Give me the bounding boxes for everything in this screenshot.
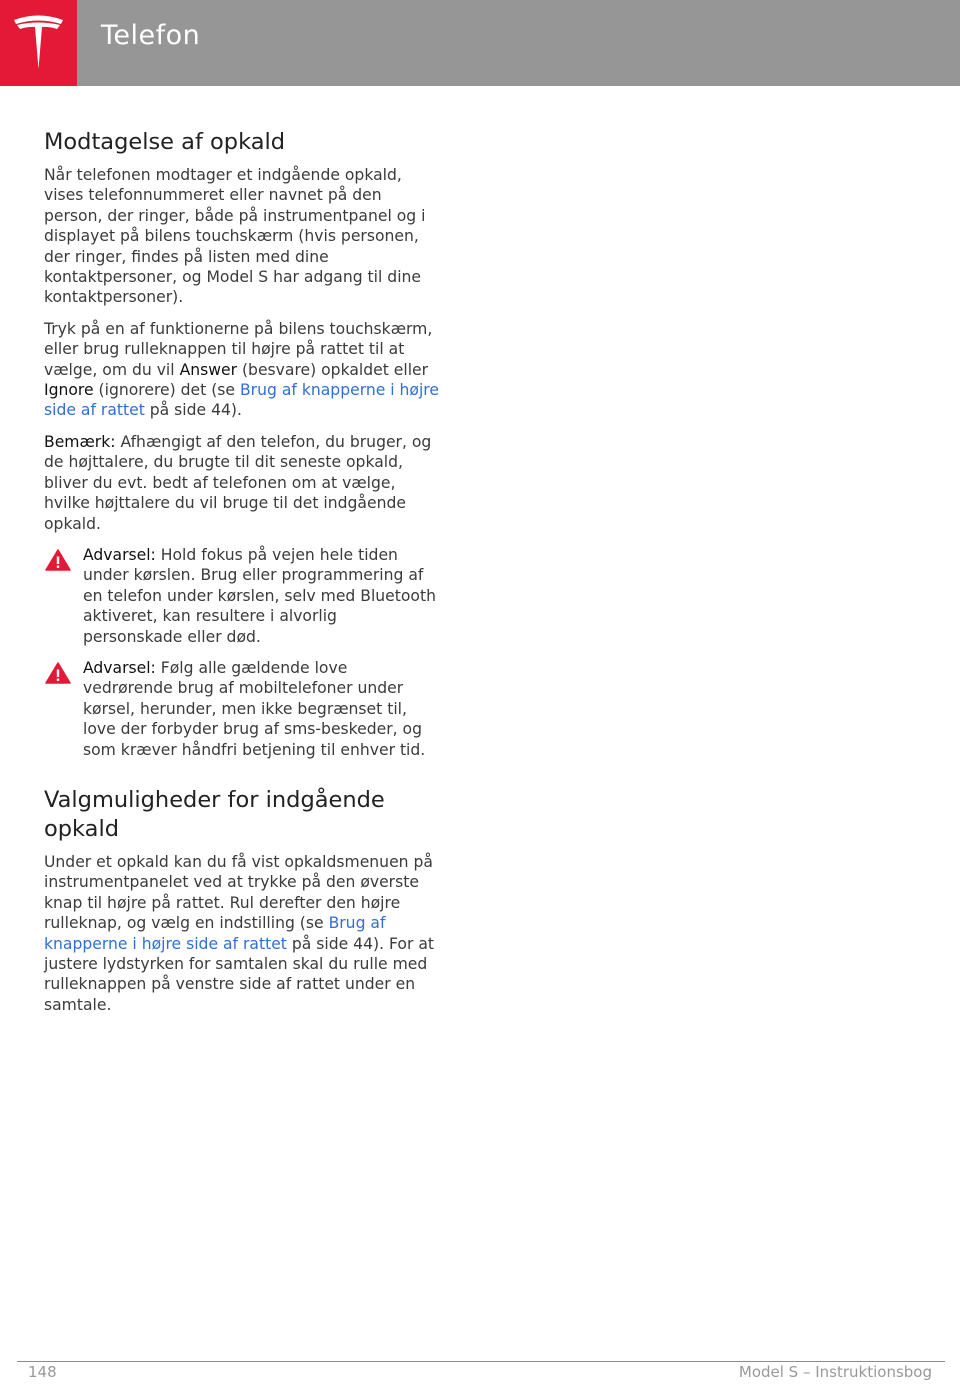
call-menu-paragraph: Under et opkald kan du få vist opkaldsmenuen på instrumentpanelet ved at trykke på den øverste knap til højre på rattet. Rul derefter den højre rulleknap, og vælg en indstilling (se Brug af knapperne i højre side af rattet på side 44). For at justere lydstyrken for samtalen skal du rulle med rulleknappen på venstre side af rattet under en samtale. xyxy=(44,852,435,1014)
warning-icon xyxy=(45,662,71,684)
warning-label: Advarsel: xyxy=(83,658,156,677)
warning-text: Advarsel: Følg alle gældende love vedrørende brug af mobiltelefoner under kørsel, herunder, men ikke begrænset til, love der forbyder brug af sms-beskeder, og som kræver håndfri betjening til enhver tid. xyxy=(83,658,426,759)
ignore-term: Ignore xyxy=(44,381,94,400)
main-column xyxy=(44,128,439,1026)
intro-paragraph: Når telefonen modtager et indgående opkald, vises telefonnummeret eller navnet på den person, der ringer, både på instrumentpanel og i displayet på bilens touchskærm (hvis personen, der ringer, findes på listen med dine kontaktpersoner, og Model S har adgang til dine kontaktpersoner). xyxy=(44,166,426,307)
footer-manual-title: Model S – Instruktionsbog xyxy=(738,1363,932,1381)
answer-ignore-paragraph: Tryk på en af funktionerne på bilens touchskærm, eller brug rulleknappen til højre på rattet til at vælge, om du vil Answer (besvare) opkaldet eller Ignore (ignorere) det (se Brug af knapperne i højre side af rattet på side 44). xyxy=(44,319,439,420)
answer-term: Answer xyxy=(179,360,237,379)
section-heading-receiving-calls: Modtagelse af opkald xyxy=(44,129,286,155)
note-label: Bemærk: xyxy=(44,432,116,451)
header-bar xyxy=(0,0,960,86)
tesla-logo-icon xyxy=(11,14,66,72)
warning-text: Advarsel: Hold fokus på vejen hele tiden under kørslen. Brug eller programmering af en telefon under kørslen, selv med Bluetooth aktiveret, kan resultere i alvorlig personskade eller død. xyxy=(83,545,436,646)
steering-buttons-link[interactable]: Brug af knapperne i højre side af rattet xyxy=(44,381,439,420)
footer-divider xyxy=(17,1361,945,1362)
page-number: 148 xyxy=(28,1363,57,1381)
warning-icon xyxy=(45,549,71,571)
section-heading-incoming-options: Valgmuligheder for indgående opkald xyxy=(44,786,385,842)
brand-logo xyxy=(0,0,77,86)
warning-box xyxy=(44,658,439,760)
warning-label: Advarsel: xyxy=(83,545,156,564)
warning-box xyxy=(44,545,439,647)
chapter-title: Telefon xyxy=(101,20,201,51)
steering-buttons-link[interactable]: Brug af knapperne i højre side af rattet xyxy=(44,914,386,953)
note-paragraph: Bemærk: Afhængigt af den telefon, du bruger, og de højttalere, du brugte til dit seneste opkald, bliver du evt. bedt af telefonen om at vælge, hvilke højttalere du vil bruge til det indgående opkald. xyxy=(44,432,432,533)
